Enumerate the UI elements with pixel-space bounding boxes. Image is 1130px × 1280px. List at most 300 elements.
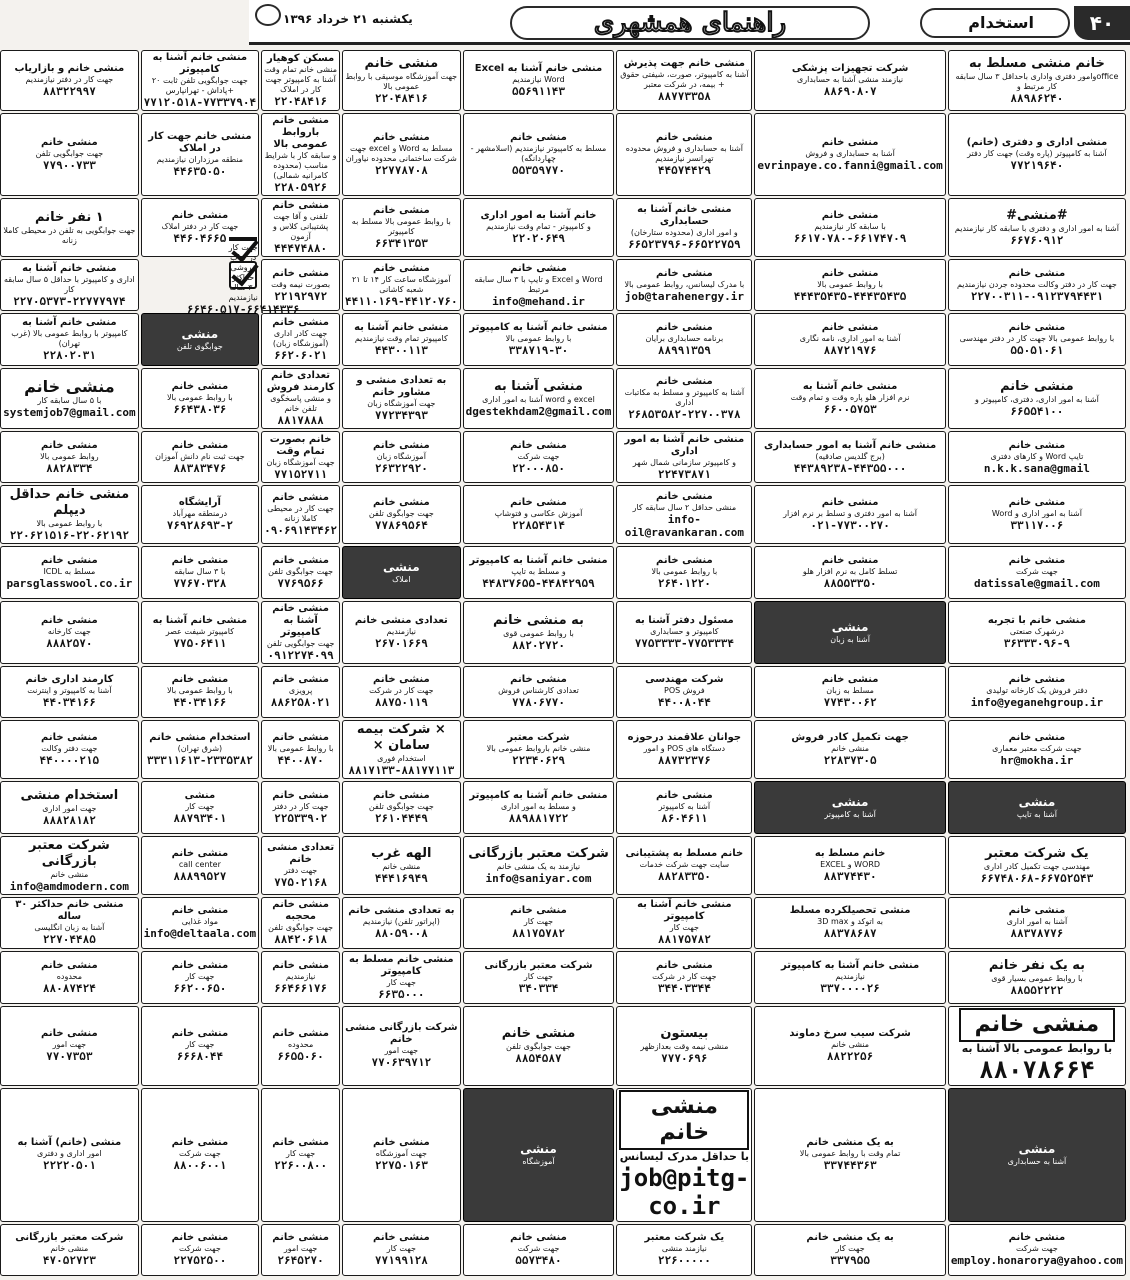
ad-phone: info@yeganehgroup.ir [970,696,1104,710]
ad-title: منشی خانم [619,1090,749,1150]
ad-body: با روابط عمومی بالا [166,686,233,696]
ad-cell [141,1224,260,1276]
ad-cell [616,113,752,196]
ad-cell [754,1006,945,1086]
header-divider [249,42,1130,45]
ad-title: منشی خانم محجبه [272,899,329,923]
ad-phone: ۸۸۳۸۳۴۷۶ [173,461,227,475]
ad-title: منشی خانم [510,132,567,143]
ad-cell [261,546,340,598]
ad-title: خانم آشنا به امور اداری [480,210,597,221]
ad-title: منشی خانم [272,317,329,329]
ad-body: درمنطقه مهرآباد [172,509,228,519]
ad-body: جهت جوابگوی تلفن [268,923,334,933]
ad-title: منشی خانم [272,1137,329,1149]
ad-phone: ۳۶۳۳۳۰۹۶-۹ [1003,636,1071,650]
banner-title: راهنمای همشهری [510,6,870,40]
ad-cell [342,546,461,598]
ad-body: با حداقل مدرک لیسانس [619,1149,749,1163]
ad-phone: ۸۸۸۹۹۵۲۷ [173,869,227,883]
ad-phone: systemjob7@gmail.com [3,406,136,420]
ad-phone: ۸۸۷۹۳۴۰۱ [173,811,227,825]
ad-phone: ۰۹۱۲۲۷۴۰۹۹ [267,648,334,662]
ad-title: منشی خانم [510,905,567,917]
ad-body: جهت جوابگوی تلفن [506,1042,571,1052]
ad-title: یک شرکت معتبر [644,1232,725,1244]
ad-cell [463,897,615,949]
ad-phone: ۷۷۱۲۰۵۱۸-۷۷۳۳۷۹۰۴ [143,96,257,109]
ad-phone: ۴۴۳۸۹۲۳۸-۴۴۳۵۵۰۰۰ [793,461,907,475]
ad-body: آشنا به کامپیوتر و مسلط به مکاتبات اداری [624,387,745,407]
ad-title: منشی خانم [656,789,713,801]
ad-body: دستگاه های POS و امور [643,744,726,754]
ad-body: جهت امور اداری [42,803,97,813]
ad-phone: ۳۳۳۱۱۶۱۳-۲۳۳۵۳۸۲ [146,754,253,768]
handshake-icon [255,4,281,26]
ad-cell [616,431,752,483]
ad-phone: ۸۸۰۸۷۴۲۴ [42,981,96,995]
ad-cell [463,198,615,257]
ad-cell [754,368,945,429]
ad-cell [261,897,340,949]
ad-title: منشی خانم [272,267,329,279]
ad-phone: ۶۶۴۶۰۵۱۷-۶۶۴۱۴۳۳۶ [186,302,300,316]
ad-phone: ۴۴۰۳۴۱۶۶ [173,696,227,710]
ad-phone: ۸۸۸۲۸۱۸۲ [42,813,96,827]
ad-phone: ۲۲۷۰۴۴۸۵ [42,933,96,947]
ad-body: آشنا به امور دفتری و تسلط بر نرم افزار [783,509,918,519]
ad-title: منشی خانم آشنا به کامپیوتر [152,52,248,75]
ad-body: مسلط به کامپیوتر نیازمندیم (اسلامشهر - چهاردانگه) [470,144,607,163]
ad-cell [0,431,138,483]
ad-title: خانم منشی مسلط به [968,56,1105,71]
ad-phone: ۷۷۶۹۵۶۶ [277,577,324,591]
ad-title: شرکت تجهیزات پزشکی [791,63,909,74]
ad-cell [261,1088,340,1222]
ad-body: جهت شرکت [1016,567,1058,577]
ad-cell [754,836,945,895]
ad-body: و امور اداری (محدوده ستارخان) [630,228,738,237]
ad-body: جهت کار [185,801,215,811]
ad-body: سایت جهت شرکت خدمات [639,859,730,869]
ad-title: کارمند اداری خانم [25,674,114,686]
ad-cell [141,601,260,664]
ad-body: Word نیازمندیم [512,75,565,84]
ad-title: منشی خانم [656,490,713,502]
ad-phone: parsglasswool.co.ir [6,577,133,591]
ad-title: منشی خانم آشنا به حسابداری [637,204,732,227]
ad-cell [948,1006,1126,1086]
ad-phone: ۳۴۰۳۳۴ [518,981,559,995]
ad-phone: ۸۸۵۵۲۲۲۲ [1010,983,1064,997]
ad-cell [261,951,340,1003]
ad-body: نیازمندیم [285,971,316,981]
ad-phone: datissale@gmail.com [973,577,1100,591]
ad-cell [463,485,615,544]
ad-cell [342,601,461,664]
ad-cell [261,431,340,483]
ad-body: نیازمند منشی [661,1244,707,1254]
ad-cell [141,897,260,949]
ad-cell [754,198,945,257]
ad-title: منشی خانم [41,439,98,451]
ad-title: منشی خانم [373,674,430,686]
ad-body: با روابط عمومی بالا [651,567,718,577]
ad-cell [948,259,1126,311]
ad-body: جهت آموزشگاه موسیقی با روابط عمومی بالا [345,72,458,91]
ad-title: منشی آشنا به [493,378,583,394]
ad-body: با روابط عمومی بسیار قوی [991,973,1083,983]
ad-cell [463,113,615,196]
ad-title: منشی خانم حداکثر ۳۰ ساله [15,899,124,923]
ad-title: منشی خانم [41,1028,98,1040]
ad-phone: ۲۲۶۰۰۰۰۰ [657,1254,711,1268]
ad-title: منشی خانم [373,132,430,143]
ad-title: منشی خانم [272,492,329,504]
ad-cell [948,368,1126,429]
ad-phone: ۸۸۷۳۲۳۷۶ [657,754,711,768]
ad-phone: info-oil@ravankaran.com [624,512,744,539]
ad-title: منشی [382,560,420,575]
ad-phone: ۷۷۱۵۲۷۱۱ [274,467,328,481]
ad-title: شرکت بازرگانی منشی خانم [345,1022,458,1046]
ad-phone: ۸۸۱۷۱۳۳-۸۸۱۷۷۱۱۳ [348,764,455,778]
ad-body: آشنا به کامپیوتر و اینترنت [27,686,112,696]
ad-title: منشی خانم آشنا به [354,322,449,334]
ad-cell [141,113,260,196]
ad-body: و مسلط به تایپ [511,567,566,577]
ad-body: با روابط عمومی بالا جهت کار در دفتر مهندسی [959,334,1115,344]
ad-phone: ۸۸۰۵۹۰۰۸ [374,927,428,941]
ad-cell [0,546,138,598]
ad-body: امور اداری و دفتری [37,1149,102,1159]
ad-cell [342,198,461,257]
ad-title: منشی خانم حداقل دیپلم [9,487,130,519]
ad-body: excel و word آشنا به امور اداری [482,394,595,404]
ad-cell [948,431,1126,483]
ad-cell [754,897,945,949]
ad-cell [463,951,615,1003]
ad-body: جهت شرکت [178,1149,221,1159]
ad-body: و منشی پاسخگوی تلفن خانم [270,393,331,413]
ad-body: آموزشگاه زبان [376,451,426,461]
ad-title: خانم مسلط به [814,847,886,859]
ad-phone: ۲۲۷۷۸۷۰۸ [374,164,428,177]
ad-body: جهت کار [185,971,215,981]
ad-title: منشی خانم [272,1232,329,1244]
ad-body: نیازمند به یک منشی خانم [496,861,581,871]
ad-body: با روابط عمومی بالا [817,279,883,289]
ad-body: آشنا به امور اداری و Word [991,509,1082,519]
ad-phone: ۸۸۷۲۱۹۷۶ [823,344,877,358]
ad-cell [463,601,615,664]
ad-title: جهت تکمیل کادر فروش [791,732,909,744]
ad-title: منشی خانم [373,789,430,801]
ad-cell [342,836,461,895]
classified-ads-grid [3,50,1126,1276]
ad-body: آشنا به امور اداری، دفتری، کامپیوتر و [975,394,1099,404]
ad-phone: info@deltaala.com [143,927,257,941]
ad-title: شرکت مهندسی [645,674,724,686]
ad-body: (اپراتور تلفن) نیازمندیم [362,917,440,927]
ad-title: منشی خانم [171,847,229,859]
ad-title: شرکت معتبر بازرگانی [468,845,609,861]
ad-body: جهت کارخانه [47,626,91,636]
ad-body: تمام وقت با روابط عمومی بالا [799,1149,901,1159]
ad-cell [754,485,945,544]
ad-phone: ۲۶۱۰۴۴۴۹ [374,811,428,825]
ad-title: جوانان علاقمند درحوزه [627,732,742,744]
ad-body: مسلط به زبان [826,686,874,696]
ad-body: جهت کار [386,1244,416,1254]
ad-cell [141,720,260,779]
ad-title: منشی خانم [373,1232,430,1244]
ad-phone: ۴۴۸۳۷۶۵۵-۴۴۸۴۲۹۵۹ [482,577,595,591]
ad-body: آشنا به تایپ [1016,809,1057,819]
ad-title: منشی خانم [959,1008,1116,1042]
ad-title: منشی خانم [821,210,879,221]
ad-phone: ۸۸۰۷۸۶۶۴ [979,1055,1095,1084]
ad-cell [616,368,752,429]
ad-phone: ۲۲۶۰۰۸۰۰ [274,1159,328,1173]
ad-title: شرکت سیب سرخ دماوند [789,1028,911,1040]
ad-cell [261,113,340,196]
ad-cell [0,897,138,949]
ad-cell [141,666,260,718]
ad-cell [261,198,340,257]
ad-cell [0,1006,138,1086]
ad-phone: ۰۹۰۶۹۱۴۳۴۶۲ [264,524,338,538]
ad-cell [754,1224,945,1276]
ad-phone: ۷۷۹۰۰۷۳۳ [42,159,96,172]
ad-title: استخدام منشی [20,787,119,803]
ad-body: با روابط عمومی بالا [267,744,334,754]
ad-body: به اتوکد و 3D max [817,917,884,927]
ad-body: جهت کار [835,1244,865,1254]
ad-body: آشنا به امور اداری [1006,917,1068,927]
ad-cell [616,1224,752,1276]
ad-title: منشی خانم [171,674,229,686]
ad-cell [463,259,615,311]
ad-phone: ۸۸۱۷۸۸۸ [277,413,324,427]
ad-cell [0,951,138,1003]
ad-title: منشی خانم [656,555,713,567]
ad-cell [0,720,138,779]
ad-title: به یک منشی خانم [806,1232,894,1244]
ad-cell [948,113,1126,196]
ad-body: کامپیوتر و حسابداری [650,626,719,636]
ad-phone: ۸۸۳۷۸۶۸۷ [823,927,877,941]
ad-body: جهت امور [283,1244,318,1254]
ad-phone: ۲۶۷۰۱۶۶۹ [374,636,428,650]
ad-cell [463,546,615,598]
ad-body: با مدرک لیسانس، روابط عمومی بالا [624,279,745,289]
ad-body: آموزش عکاسی و فتوشاپ [494,509,583,519]
ad-title: آرایشگاه [178,497,221,509]
ad-title: × شرکت بیمه سامان × [356,722,446,754]
ad-phone: ۸۸۱۷۵۷۸۲ [657,933,711,947]
ad-title: شرکت معتبر بازرگانی [15,1232,124,1244]
ad-body: جهت آموزشگاه [375,1149,427,1159]
ad-body: با ۳ سال سابقه [174,567,226,577]
ad-body: و مسلط به امور اداری [501,801,576,811]
ad-cell [342,50,461,111]
ad-title: منشی خانم [373,1137,430,1149]
ad-cell [141,313,260,365]
ad-phone: ۸۸۶۲۵۸۰۲۱ [270,696,331,710]
ad-title: منشی [1018,1142,1056,1157]
ad-body: املاک [392,575,411,585]
ad-cell [948,897,1126,949]
ad-cell [948,1088,1126,1222]
ad-cell [261,485,340,544]
ad-title: به تعدادی منشی و مشاور خانم [356,374,447,398]
ad-title: #منشی# [1006,208,1068,223]
ad-phone: ۸۸۰۰۶۰۰۱ [173,1159,227,1173]
ad-cell [342,1006,461,1086]
ad-phone: ۷۷۵۰۶۴۱۱ [173,636,227,650]
ad-body: با ۵ سال سابقه کار [37,396,102,406]
ad-title: منشی خانم آشنا به Excel [474,63,603,74]
ad-cell [0,781,138,833]
ad-phone: ۴۴۰۰۰۰۲۱۵ [39,754,100,768]
ad-title: منشی خانم [272,1028,329,1040]
ad-phone: ۸۸۶۹۰۸۰۷ [823,85,877,98]
ad-cell [948,666,1126,718]
ad-body: منشی نیمه وقت بعدازظهر [640,1042,729,1052]
ad-phone: ۲۲۳۴۰۶۲۹ [511,754,565,768]
ad-body: مسلط به Word و excel جهت شرکت ساختمانی محدوده نیاوران [345,144,457,163]
ad-cell [0,485,138,544]
ad-body: آشنا به کامپیوتر، صورت، شیفتی حقوق + بیمه، در شرکت معتبر [620,70,749,89]
ad-cell [342,897,461,949]
ad-phone: ۲۲۰۴۸۴۱۶ [374,92,428,105]
ad-title: منشی خانم [171,439,229,451]
page-header [249,0,1130,44]
ad-title: شرکت معتبر بازرگانی [28,837,110,869]
ad-cell [0,113,138,196]
ad-phone: ۸۸۲۰۲۷۲۰ [511,638,565,652]
ad-cell [342,368,461,429]
ad-cell [261,781,340,833]
ad-phone: ۵۵۷۳۴۸۰ [515,1254,562,1268]
ad-cell [463,1088,615,1222]
ad-body: call center [178,859,221,869]
ad-phone: ۷۷۰۷۳۵۳ [46,1050,93,1064]
ad-body: جهت جوابگوی تلفن [268,567,334,577]
ad-body: با روابط عمومی بالا [36,519,103,529]
ad-phone: evrinpaye.co.fanni@gmail.com [757,159,943,172]
ad-cell [948,601,1126,664]
ad-cell [754,601,945,664]
ad-cell [0,666,138,718]
ad-phone: ۳۴۴۰۳۳۴۴ [657,981,711,995]
ad-body: آشنا به زبان [830,634,870,644]
ad-phone: ۵۵۰۵۱۰۶۱ [1010,344,1064,358]
ad-body: اداری و کامپیوتر با حداقل ۵ سال سابقه کار [3,274,135,294]
ad-title: منشی خانم آشنا به کامپیوتر [781,959,920,971]
ad-cell [463,368,615,429]
ad-cell [948,485,1126,544]
ad-cell [948,951,1126,1003]
ad-phone: ۷۷۸۰۶۷۷۰ [511,696,565,710]
ad-body: جهت جوابگوی تلفن [368,801,434,811]
ad-body: جهت شرکت [517,451,560,461]
ad-title: منشی خانم [171,1137,229,1149]
ad-cell [616,1006,752,1086]
ad-body: منشی حداقل ۲ سال سابقه کار [632,502,737,512]
ad-title: بیستون [660,1026,709,1042]
ad-phone: dgestekhdam2@gmail.com [465,404,612,418]
ad-phone: ۸۸۳۷۴۴۳۰ [823,869,877,883]
ad-title: به تعدادی منشی خانم [348,905,455,917]
ad-body: جهت جوابگویی تلفن ثابت ۲۰ +پاداش - تهرانپارس [151,76,248,95]
ad-body: آموزشگاه [522,1157,555,1167]
ad-phone: ۳۳۷۹۵۵ [830,1254,870,1268]
ad-cell [616,313,752,365]
ad-phone: ۴۴۶۳۵۰۵۰ [173,165,227,178]
ad-phone: ۸۶۰۴۶۱۱ [661,811,708,825]
ad-title: مسئول دفتر آشنا به [634,614,734,626]
ad-title: منشی خانم [1008,555,1066,567]
ad-phone: ۷۷۸۶۹۵۶۴ [374,519,428,533]
ad-body: جهت آموزشگاه زبان [367,398,436,408]
ad-cell [261,836,340,895]
ad-phone: ۲۶۳۲۲۹۲۰ [374,461,428,475]
ad-body: با سابقه کار نیازمندیم [814,222,886,231]
ad-cell [141,781,260,833]
ad-cell [342,781,461,833]
ad-cell [948,781,1126,833]
ad-cell [0,313,138,365]
ad-body: (برج گلدیس صادقیه) [815,451,885,461]
ad-phone: ۴۴۵۷۴۴۲۹ [657,164,711,177]
ad-body: محدوده [287,1040,314,1050]
ad-phone: ۷۷۴۳۰۰۶۲ [823,696,877,710]
ad-body: Word و Excel و تایپ با ۳ سال سابقه مرتبط [474,274,603,294]
ad-body: جهت شرکت معتبر معماری [992,744,1082,754]
ad-phone: ۶۶۴۶۶۱۷۶ [274,981,328,995]
ad-body: جهت جوابگویی تلفن [266,638,335,648]
section-title: استخدام [920,8,1070,38]
ad-body: جهت کار [669,923,699,933]
ad-phone: ۲۲۲۲۰۵۰۱ [42,1159,96,1173]
ad-phone: ۸۸۷۵۰۱۱۹ [374,696,428,710]
ad-phone: info@amdmodern.com [9,879,129,893]
ad-phone: ۸۸۱۷۵۷۸۲ [511,927,565,941]
ad-body: جهت جوابگوی تلفن [368,509,434,519]
ad-cell [342,1088,461,1222]
ad-cell [754,546,945,598]
ad-cell [0,368,138,429]
ad-phone: ۶۶۴۳۸۰۳۶ [173,402,227,416]
issue-date: یکشنبه ۲۱ خرداد ۱۳۹۶ [283,12,413,26]
ad-phone: ۴۴۰۰۸۰۴۴ [657,696,711,710]
ad-cell [342,485,461,544]
ad-title: منشی خانم آشنا به کامپیوتر [272,602,329,638]
ad-body: و کامپیوتر - تمام وقت نیازمندیم [486,222,591,231]
ad-title: منشی خانم [501,1026,576,1042]
ad-phone: ۸۸۳۲۲۹۹۷ [42,85,96,98]
ad-cell [141,951,260,1003]
ad-phone: ۲۲۷۵۰۱۶۳ [374,1159,428,1173]
ad-cell [261,368,340,429]
ad-body: آشنا به کامپیوتر [824,809,876,819]
ad-phone: ۲۲۸۳۷۳۰۵ [823,754,877,768]
ad-body: آشنا به کامپیوتر (پاره وقت) جهت کار دفتر [967,149,1107,158]
ad-phone: n.k.k.sana@gmail [983,461,1090,475]
ad-body: منشی خانم [50,1244,89,1254]
